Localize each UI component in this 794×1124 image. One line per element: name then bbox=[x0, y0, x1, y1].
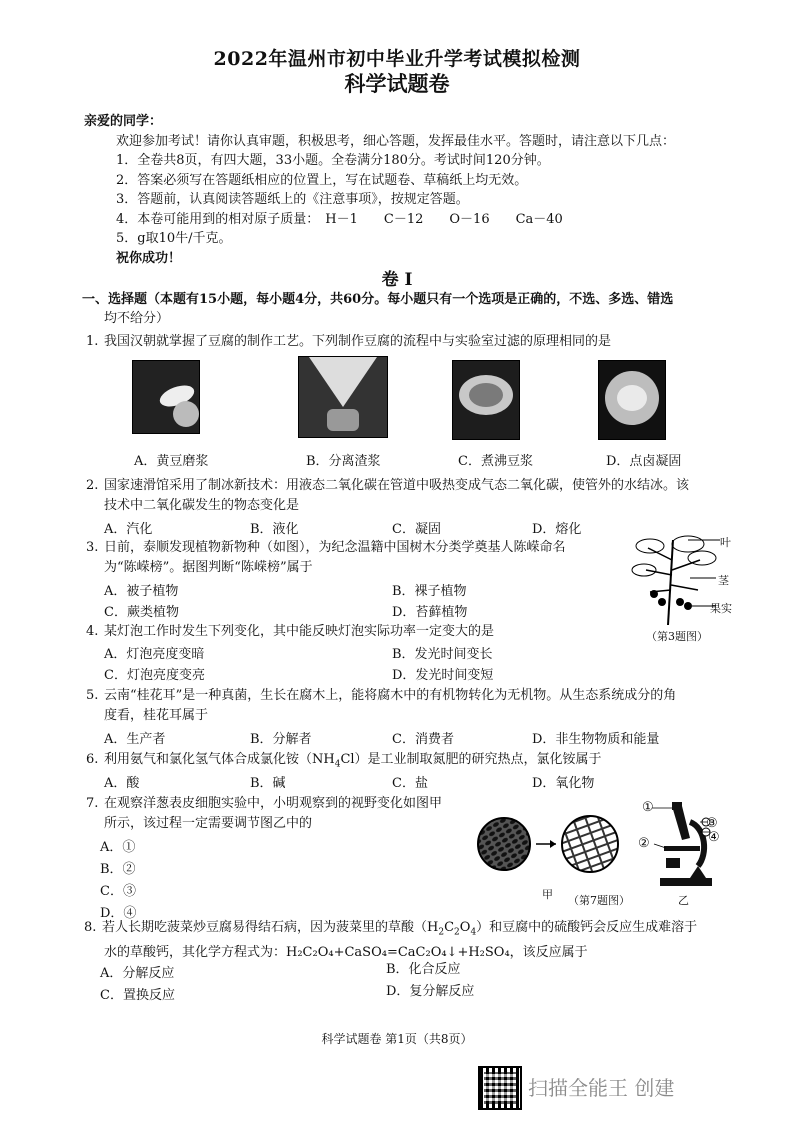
q7-caption: （第7题图） bbox=[568, 894, 630, 907]
q5-stem-1: 云南“桂花耳”是一种真菌，生长在腐木上，能将腐木中的有机物转化为无机物。从生态系统成分的角 bbox=[104, 688, 677, 703]
q2-option-d[interactable]: D．熔化 bbox=[532, 522, 582, 537]
mark-1: ① bbox=[642, 800, 654, 815]
q3-option-d[interactable]: D．苔藓植物 bbox=[392, 605, 468, 620]
q3-stem-2: 为“陈嵘榜”。据图判断“陈嵘榜”属于 bbox=[104, 560, 313, 575]
q4-number: 4. bbox=[86, 624, 99, 639]
q6-stem-b: Cl）是工业制取氮肥的研究热点，氯化铵属于 bbox=[340, 752, 602, 767]
q2-option-b[interactable]: B．液化 bbox=[250, 522, 299, 537]
scanner-watermark: 扫描全能王 创建 bbox=[528, 1076, 675, 1100]
q3-stem-1: 日前，泰顺发现植物新物种（如图），为纪念温籍中国树木分类学奠基人陈嵘命名 bbox=[104, 540, 566, 555]
q8-stem-1c: O bbox=[459, 920, 471, 935]
question-4 bbox=[86, 622, 494, 642]
q2-stem-2: 技术中二氧化碳发生的物态变化是 bbox=[104, 498, 300, 513]
q2-number: 2. bbox=[86, 478, 99, 493]
exam-subtitle: 科学试题卷 bbox=[344, 71, 450, 96]
page-footer: 科学试题卷 第1页（共8页） bbox=[321, 1032, 473, 1046]
q6-option-d[interactable]: D．氧化物 bbox=[532, 776, 595, 791]
q4-stem: 某灯泡工作时发生下列变化，其中能反映灯泡实际功率一定变大的是 bbox=[104, 624, 495, 639]
q6-number: 6. bbox=[86, 752, 99, 767]
q5-stem-2: 度看，桂花耳属于 bbox=[104, 708, 209, 723]
photo-filtering bbox=[298, 356, 388, 438]
question-6 bbox=[86, 750, 602, 775]
q7-option-c[interactable]: C．③ bbox=[100, 884, 136, 899]
plant-label-leaf: 叶 bbox=[720, 536, 731, 549]
q8-stem-2: 水的草酸钙，其化学方程式为：H₂C₂O₄+CaSO₄=CaC₂O₄↓+H₂SO₄，该反应属于 bbox=[104, 944, 588, 960]
q8-sub-c: 2 bbox=[454, 927, 460, 938]
fig-label-jia: 甲 bbox=[542, 888, 553, 901]
q7-option-b[interactable]: B．② bbox=[100, 862, 136, 877]
q2-option-a[interactable]: A．汽化 bbox=[104, 522, 153, 537]
instructions bbox=[84, 112, 676, 268]
q8-option-c[interactable]: C．置换反应 bbox=[100, 988, 175, 1003]
question-8 bbox=[84, 918, 697, 963]
q6-option-b[interactable]: B．碱 bbox=[250, 776, 286, 791]
q3-option-b[interactable]: B．裸子植物 bbox=[392, 584, 467, 599]
fig-label-yi: 乙 bbox=[678, 894, 689, 907]
q4-option-c[interactable]: C．灯泡亮度变亮 bbox=[104, 668, 205, 683]
q8-stem-1d: ）和豆腐中的硫酸钙会反应生成难溶于 bbox=[476, 920, 698, 935]
q5-option-c[interactable]: C．消费者 bbox=[392, 732, 454, 747]
exam-title: 2022年温州市初中毕业升学考试模拟检测 bbox=[213, 48, 581, 70]
q8-stem-1a: 若人长期吃菠菜炒豆腐易得结石病，因为菠菜里的草酸（H bbox=[102, 920, 439, 935]
mark-4: ④ bbox=[708, 830, 720, 845]
note-4-label: 4．本卷可能用到的相对原子质量： bbox=[116, 211, 320, 227]
q5-option-a[interactable]: A．生产者 bbox=[104, 732, 166, 747]
q1-option-b[interactable]: B．分离渣浆 bbox=[306, 454, 381, 469]
mass-ca: Ca－40 bbox=[515, 211, 563, 227]
q7-option-a[interactable]: A．① bbox=[100, 840, 136, 855]
q7-stem-2: 所示，该过程一定需要调节图乙中的 bbox=[104, 816, 313, 831]
q7-stem-1: 在观察洋葱表皮细胞实验中，小明观察到的视野变化如图甲 bbox=[104, 796, 443, 811]
greeting: 亲爱的同学： bbox=[84, 114, 163, 129]
q3-number: 3. bbox=[86, 540, 99, 555]
q8-option-b[interactable]: B．化合反应 bbox=[386, 962, 461, 977]
q8-option-a[interactable]: A．分解反应 bbox=[100, 966, 175, 981]
q4-option-a[interactable]: A．灯泡亮度变暗 bbox=[104, 647, 205, 662]
part-title: 卷 I bbox=[381, 270, 413, 290]
microscope-figure bbox=[476, 798, 726, 890]
mass-o: O－16 bbox=[449, 211, 490, 227]
q1-number: 1. bbox=[86, 334, 99, 349]
q1-option-a[interactable]: A．黄豆磨浆 bbox=[134, 454, 209, 469]
qr-code-icon bbox=[478, 1066, 522, 1110]
q8-stem-1b: C bbox=[444, 920, 455, 935]
note-3: 3．答题前，认真阅读答题纸上的《注意事项》，按规定答题。 bbox=[116, 192, 469, 207]
welcome-text: 欢迎参加考试！请你认真审题，积极思考，细心答题，发挥最佳水平。答题时，请注意以下几点： bbox=[116, 133, 676, 149]
q5-option-d[interactable]: D．非生物物质和能量 bbox=[532, 732, 660, 747]
q5-number: 5. bbox=[86, 688, 99, 703]
photo-boiling bbox=[452, 360, 520, 440]
q6-stem-a: 利用氨气和氯化氢气体合成氯化铵（NH bbox=[104, 752, 335, 767]
question-3 bbox=[86, 538, 566, 578]
note-1: 1．全卷共8页，有四大题，33小题。全卷满分180分。考试时间120分钟。 bbox=[116, 153, 550, 168]
note-5: 5．g取10牛/千克。 bbox=[116, 231, 232, 246]
question-7 bbox=[86, 794, 442, 834]
mark-2: ② bbox=[638, 836, 650, 851]
q5-option-b[interactable]: B．分解者 bbox=[250, 732, 312, 747]
q6-option-c[interactable]: C．盐 bbox=[392, 776, 428, 791]
q8-option-d[interactable]: D．复分解反应 bbox=[386, 984, 475, 999]
q6-option-a[interactable]: A．酸 bbox=[104, 776, 140, 791]
wish: 祝你成功！ bbox=[116, 250, 182, 266]
note-2: 2．答案必须写在答题纸相应的位置上，写在试题卷、草稿纸上均无效。 bbox=[116, 172, 528, 188]
q1-option-d[interactable]: D．点卤凝固 bbox=[606, 454, 682, 469]
section-line-1: 一、选择题（本题有15小题，每小题4分，共60分。每小题只有一个选项是正确的，不选、多选、错选 bbox=[82, 292, 674, 307]
plant-label-stem: 茎 bbox=[718, 574, 729, 587]
photo-coagulating bbox=[598, 360, 666, 440]
q6-stem-sub: 4 bbox=[334, 759, 341, 770]
section-line-2: 均不给分） bbox=[104, 311, 170, 326]
question-1 bbox=[86, 332, 611, 352]
note-4 bbox=[116, 210, 675, 230]
q3-option-a[interactable]: A．被子植物 bbox=[104, 584, 179, 599]
section-heading bbox=[82, 290, 728, 328]
q8-sub-h: 2 bbox=[438, 927, 445, 938]
q4-option-b[interactable]: B．发光时间变长 bbox=[392, 647, 493, 662]
plant-label-fruit: 果实 bbox=[710, 602, 732, 615]
q2-stem-1: 国家速滑馆采用了制冰新技术：用液态二氧化碳在管道中吸热变成气态二氧化碳，使管外的水结冰。该 bbox=[104, 478, 690, 493]
q4-option-d[interactable]: D．发光时间变短 bbox=[392, 668, 494, 683]
q7-option-d[interactable]: D．④ bbox=[100, 906, 137, 921]
mass-c: C－12 bbox=[383, 211, 424, 227]
q1-option-c[interactable]: C．煮沸豆浆 bbox=[458, 454, 533, 469]
q3-option-c[interactable]: C．蕨类植物 bbox=[104, 605, 179, 620]
q1-stem: 我国汉朝就掌握了豆腐的制作工艺。下列制作豆腐的流程中与实验室过滤的原理相同的是 bbox=[104, 334, 612, 349]
mass-h: H－1 bbox=[325, 211, 358, 227]
q3-caption: （第3题图） bbox=[646, 630, 708, 643]
q7-number: 7. bbox=[86, 796, 99, 811]
q8-sub-o: 4 bbox=[470, 927, 477, 938]
q2-option-c[interactable]: C．凝固 bbox=[392, 522, 441, 537]
q8-number: 8. bbox=[84, 920, 97, 935]
mark-3: ③ bbox=[706, 816, 718, 831]
question-2 bbox=[86, 476, 689, 516]
question-5 bbox=[86, 686, 676, 726]
photo-grinding bbox=[132, 360, 200, 434]
